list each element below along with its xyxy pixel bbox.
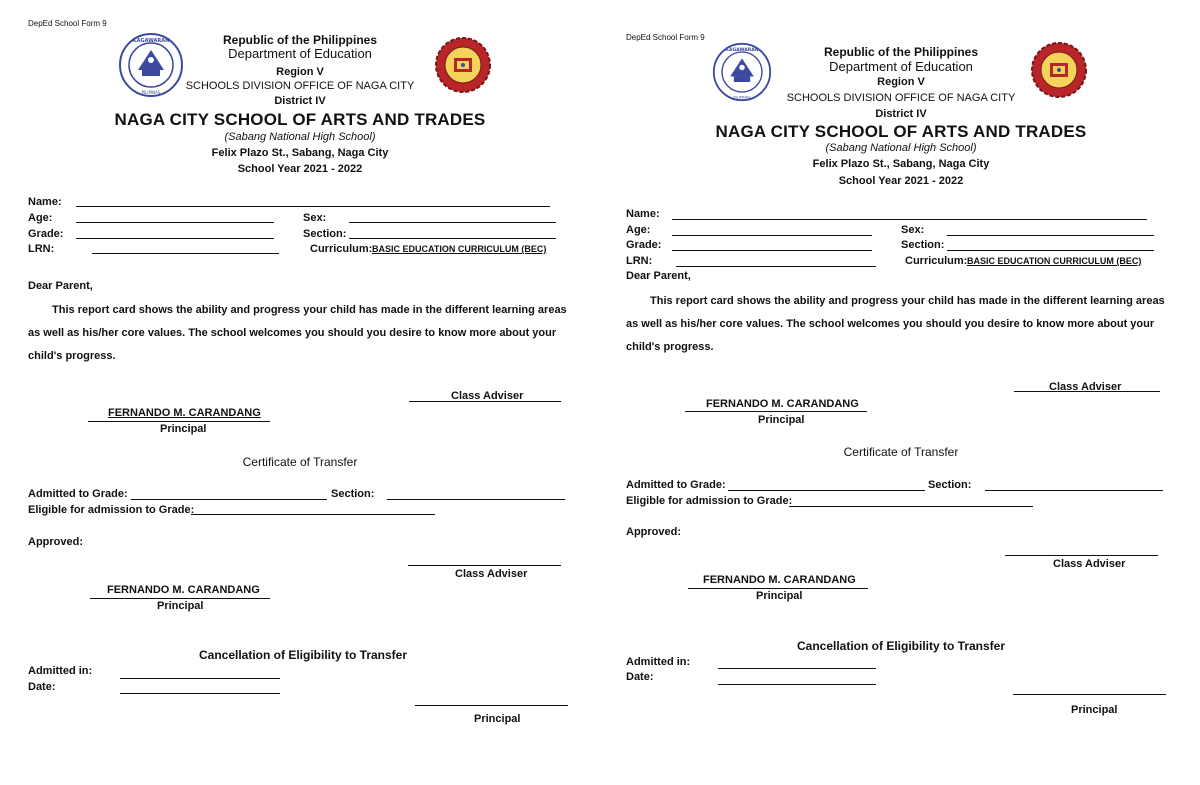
school-year: School Year 2021 - 2022 (237, 163, 363, 175)
cert-section-label: Section: (331, 488, 375, 500)
grade-label: Grade: (626, 239, 662, 251)
department-text: Department of Education (829, 59, 973, 74)
cert-principal-label: Principal (157, 600, 204, 612)
svg-text:KAGAWARAN: KAGAWARAN (132, 38, 170, 44)
department-text: Department of Education (228, 46, 372, 61)
principal-name: FERNANDO M. CARANDANG (108, 407, 261, 419)
school-name: NAGA CITY SCHOOL OF ARTS AND TRADES (114, 110, 486, 129)
cancel-principal-signature-line[interactable] (1013, 694, 1166, 695)
report-card-right (598, 0, 1198, 785)
curriculum-label: Curriculum: (310, 243, 373, 255)
principal-label: Principal (160, 423, 207, 435)
eligible-field[interactable] (789, 506, 1033, 507)
section-field[interactable] (349, 238, 556, 239)
admitted-grade-field[interactable] (728, 490, 925, 491)
republic-text: Republic of the Philippines (222, 33, 377, 47)
certificate-title: Certificate of Transfer (843, 445, 959, 459)
age-label: Age: (28, 212, 53, 224)
republic-text: Republic of the Philippines (823, 45, 978, 59)
admitted-in-field[interactable] (718, 668, 876, 669)
eligible-field[interactable] (191, 514, 435, 515)
lrn-field[interactable] (92, 253, 279, 254)
cert-section-field[interactable] (387, 499, 565, 500)
district-text: District IV (875, 108, 927, 120)
cert-class-adviser-label: Class Adviser (455, 568, 528, 580)
sex-label: Sex: (303, 212, 327, 224)
principal-signature-line (88, 421, 270, 422)
form-label: DepEd School Form 9 (626, 33, 705, 42)
cancellation-title: Cancellation of Eligibility to Transfer (796, 639, 1006, 653)
admitted-grade-field[interactable] (131, 499, 327, 500)
cancel-principal-label: Principal (474, 713, 521, 725)
school-name: NAGA CITY SCHOOL OF ARTS AND TRADES (715, 122, 1087, 141)
section-label: Section: (901, 239, 945, 251)
admitted-grade-label: Admitted to Grade: (626, 479, 726, 491)
cancellation-title: Cancellation of Eligibility to Transfer (198, 648, 408, 662)
cert-principal-name: FERNANDO M. CARANDANG (107, 584, 260, 596)
district-text: District IV (274, 95, 326, 107)
letter-body: This report card shows the ability and progress your child has made in the different learning areas as well as his/her core values. The school welcomes you should you desire to know more about your child's progress. (626, 295, 1165, 353)
principal-label: Principal (758, 414, 805, 426)
division-text: SCHOOLS DIVISION OFFICE OF NAGA CITY (185, 80, 415, 92)
cancel-principal-label: Principal (1071, 704, 1118, 716)
name-field[interactable] (672, 219, 1147, 220)
sex-field[interactable] (947, 235, 1154, 236)
division-text: SCHOOLS DIVISION OFFICE OF NAGA CITY (786, 92, 1016, 104)
curriculum-label: Curriculum: (905, 255, 968, 267)
approved-label: Approved: (626, 526, 681, 538)
address-text: Felix Plazo St., Sabang, Naga City (211, 147, 389, 159)
section-label: Section: (303, 228, 347, 240)
certificate-title: Certificate of Transfer (242, 455, 358, 469)
svg-text:PILIPINAS: PILIPINAS (733, 95, 751, 100)
svg-text:KAGAWARAN: KAGAWARAN (725, 48, 759, 54)
cert-principal-signature-line (688, 588, 868, 589)
cert-principal-signature-line (90, 598, 270, 599)
name-label: Name: (28, 196, 62, 208)
date-field[interactable] (120, 693, 280, 694)
address-text: Felix Plazo St., Sabang, Naga City (812, 158, 990, 170)
form-label: DepEd School Form 9 (28, 19, 107, 28)
cert-class-adviser-label: Class Adviser (1053, 558, 1126, 570)
greeting: Dear Parent, (626, 270, 691, 282)
lrn-label: LRN: (626, 255, 653, 267)
grade-label: Grade: (28, 228, 64, 240)
lrn-label: LRN: (28, 243, 55, 255)
admitted-in-field[interactable] (120, 678, 280, 679)
sex-label: Sex: (901, 224, 925, 236)
letter-body: This report card shows the ability and progress your child has made in the different learning areas as well as his/her core values. The school welcomes you should you desire to know more about your child's progress. (28, 304, 567, 362)
grade-field[interactable] (672, 250, 872, 251)
age-field[interactable] (672, 235, 872, 236)
curriculum-value: BASIC EDUCATION CURRICULUM (BEC) (372, 244, 547, 254)
name-field[interactable] (76, 206, 550, 207)
admitted-in-label: Admitted in: (28, 665, 93, 677)
region-text: Region V (877, 76, 925, 88)
date-label: Date: (28, 681, 56, 693)
principal-signature-line (685, 411, 867, 412)
class-adviser-label: Class Adviser (451, 390, 524, 402)
date-label: Date: (626, 671, 654, 683)
age-field[interactable] (76, 222, 274, 223)
age-label: Age: (626, 224, 651, 236)
cert-section-label: Section: (928, 479, 972, 491)
admitted-in-label: Admitted in: (626, 656, 691, 668)
former-name: (Sabang National High School) (224, 131, 376, 143)
cert-adviser-signature-line[interactable] (408, 565, 561, 566)
cert-section-field[interactable] (985, 490, 1163, 491)
date-field[interactable] (718, 684, 876, 685)
class-adviser-label: Class Adviser (1049, 381, 1122, 393)
cert-principal-label: Principal (756, 590, 803, 602)
region-text: Region V (276, 66, 324, 78)
cert-principal-name: FERNANDO M. CARANDANG (703, 574, 856, 586)
admitted-grade-label: Admitted to Grade: (28, 488, 128, 500)
curriculum-value: BASIC EDUCATION CURRICULUM (BEC) (967, 256, 1142, 266)
lrn-field[interactable] (676, 266, 876, 267)
former-name: (Sabang National High School) (825, 142, 977, 154)
greeting: Dear Parent, (28, 280, 93, 292)
name-label: Name: (626, 208, 660, 220)
sex-field[interactable] (349, 222, 556, 223)
svg-text:PILIPINAS: PILIPINAS (141, 90, 161, 95)
principal-name: FERNANDO M. CARANDANG (706, 398, 859, 410)
eligible-label: Eligible for admission to Grade: (626, 495, 793, 507)
section-field[interactable] (947, 250, 1154, 251)
grade-field[interactable] (76, 238, 274, 239)
eligible-label: Eligible for admission to Grade: (28, 504, 195, 516)
cert-adviser-signature-line[interactable] (1005, 555, 1158, 556)
school-year: School Year 2021 - 2022 (838, 175, 964, 187)
approved-label: Approved: (28, 536, 83, 548)
cancel-principal-signature-line[interactable] (415, 705, 568, 706)
